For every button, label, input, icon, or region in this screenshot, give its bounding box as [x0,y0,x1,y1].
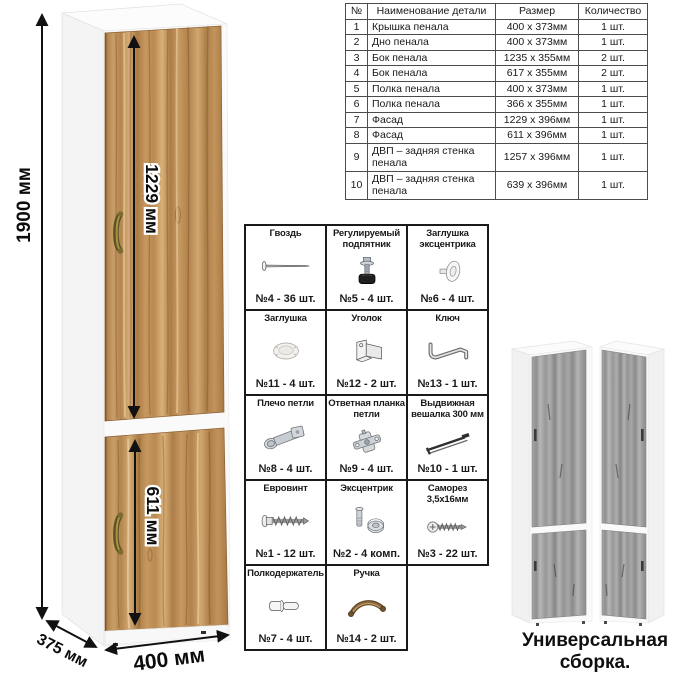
parts-table-header-cell: Количество [579,4,648,20]
hardware-row [246,311,489,396]
parts-table-header-cell: № [346,4,368,20]
width-dimension-label: 400 мм [131,643,207,676]
hardware-item-count: №12 - 2 шт. [336,378,397,390]
table-row [346,97,648,113]
hardware-item-title: Эксцентрик [340,483,393,494]
table-row [346,112,648,128]
table-row [346,66,648,82]
hardware-row [246,226,489,311]
parts-cell: 6 [346,97,368,113]
parts-cell: 2 шт. [579,50,648,66]
cam-lock-icon [328,495,405,549]
hardware-item-title: Ручка [353,568,380,579]
shelf-pin-icon [247,580,324,634]
parts-cell: 366 x 355мм [496,97,579,113]
handle-icon [328,580,405,634]
hardware-item-count: №6 - 4 шт. [420,293,475,305]
parts-cell: 2 [346,35,368,51]
parts-table-header-row [346,4,648,20]
universal-assembly-caption: Универсальная сборка. [521,630,669,673]
hinge-arm-icon [247,410,324,464]
table-row [346,81,648,97]
hex-key-icon [409,325,486,379]
parts-cell: Бок пенала [368,50,496,66]
hardware-row [246,481,489,566]
hardware-item-title: Ответная планка петли [328,398,405,420]
hardware-grid [246,226,489,651]
hardware-cell [244,564,327,651]
hardware-cell [406,479,489,566]
hardware-item-title: Ключ [435,313,460,324]
hardware-item-title: Плечо петли [257,398,314,409]
parts-cell: 1 [346,19,368,35]
parts-cell: 1 шт. [579,143,648,171]
table-row [346,50,648,66]
hardware-item-count: №14 - 2 шт. [336,633,397,645]
parts-cell: Бок пенала [368,66,496,82]
hardware-cell [325,309,408,396]
hardware-item-title: Евровинт [263,483,308,494]
hardware-cell [406,309,489,396]
assembled-cabinet-left [512,341,592,626]
parts-cell: 1257 x 396мм [496,143,579,171]
hardware-row [246,396,489,481]
mini-door-handle [534,429,537,441]
cabinet-foot [201,631,206,634]
table-row [346,35,648,51]
parts-cell: 1235 x 355мм [496,50,579,66]
hardware-item-count: №7 - 4 шт. [258,633,313,645]
parts-cell: 10 [346,171,368,199]
hardware-item-title: Уголок [351,313,382,324]
parts-cell: Фасад [368,112,496,128]
hardware-item-title: Заглушка эксцентрика [419,228,476,250]
parts-cell: 1 шт. [579,112,648,128]
table-row [346,19,648,35]
parts-cell: Фасад [368,128,496,144]
confirmat-screw-icon [247,495,324,549]
hardware-item-count: №9 - 4 шт. [339,463,394,475]
cam-cover-icon [409,250,486,293]
parts-cell: ДВП – задняя стенка пенала [368,171,496,199]
parts-cell: 7 [346,112,368,128]
nail-icon [247,240,324,294]
cabinet-left-side [62,13,104,646]
self-tapping-screw-icon [409,505,486,548]
table-row [346,128,648,144]
parts-cell: 639 x 396мм [496,171,579,199]
hardware-cell [244,479,327,566]
parts-cell: 611 x 396мм [496,128,579,144]
hardware-item-count: №1 - 12 шт. [255,548,316,560]
table-row [346,143,648,171]
parts-cell: 8 [346,128,368,144]
hardware-item-title: Полкодержатель [247,568,324,579]
parts-table-body [346,19,648,199]
parts-cell: 400 x 373мм [496,19,579,35]
corner-bracket-icon [328,325,405,379]
hardware-cell [325,479,408,566]
hardware-cell [244,224,327,311]
hardware-item-title: Заглушка [264,313,307,324]
parts-cell: 400 x 373мм [496,35,579,51]
cabinet-foot [113,643,118,646]
table-row [346,171,648,199]
parts-cell: 1 шт. [579,97,648,113]
hardware-item-title: Регулируемый подпятник [333,228,400,250]
hardware-item-count: №13 - 1 шт. [417,378,478,390]
parts-cell: 1229 x 396мм [496,112,579,128]
parts-cell: 1 шт. [579,81,648,97]
parts-cell: 9 [346,143,368,171]
main-cabinet-illustration [0,0,250,683]
hardware-row [246,566,489,651]
parts-cell: Полка пенала [368,81,496,97]
hardware-cell [406,224,489,311]
parts-cell: 2 шт. [579,66,648,82]
parts-cell: 3 [346,50,368,66]
lower-door-dimension-label: 611 мм [143,486,163,546]
hardware-item-title: Гвоздь [269,228,302,239]
hinge-plate-icon [328,420,405,463]
parts-cell: 1 шт. [579,19,648,35]
adjustable-foot-icon [328,250,405,293]
parts-cell: 1 шт. [579,128,648,144]
depth-dimension-label: 375 мм [33,630,91,672]
hardware-cell [244,309,327,396]
mini-door-handle [534,561,537,571]
parts-cell: ДВП – задняя стенка пенала [368,143,496,171]
hardware-item-count: №4 - 36 шт. [255,293,316,305]
parts-cell: Крышка пенала [368,19,496,35]
hardware-cell [406,394,489,481]
hardware-item-count: №2 - 4 комп. [332,548,401,560]
universal-assembly-illustration [496,334,692,634]
height-dimension-arrow [14,15,42,618]
mini-door-handle [641,561,644,571]
parts-table-head [346,4,648,20]
upper-door-dimension-label: 1229 мм [142,164,162,234]
hardware-item-count: №10 - 1 шт. [417,463,478,475]
parts-cell: Полка пенала [368,97,496,113]
hardware-cell [325,564,408,651]
hardware-cell [325,394,408,481]
hardware-item-count: №11 - 4 шт. [255,378,316,390]
hardware-item-title: Саморез 3,5х16мм [426,483,469,505]
hardware-item-count: №3 - 22 шт. [417,548,478,560]
parts-cell: 5 [346,81,368,97]
height-dimension-label: 1900 мм [14,167,35,243]
parts-cell: 1 шт. [579,171,648,199]
parts-table-header-cell: Размер [496,4,579,20]
hardware-item-count: №5 - 4 шт. [339,293,394,305]
upper-door [105,26,224,421]
hardware-item-title: Выдвижная вешалка 300 мм [411,398,484,420]
hardware-cell [244,394,327,481]
parts-table [345,3,648,200]
pullout-hanger-icon [409,420,486,463]
parts-cell: 400 x 373мм [496,81,579,97]
parts-cell: 617 x 355мм [496,66,579,82]
mini-door-handle [641,429,644,441]
parts-cell: 4 [346,66,368,82]
assembled-cabinet-right [600,341,664,626]
cap-icon [247,325,324,379]
parts-table-header-cell: Наименование детали [368,4,496,20]
hardware-cell [325,224,408,311]
hardware-item-count: №8 - 4 шт. [258,463,313,475]
parts-cell: 1 шт. [579,35,648,51]
parts-cell: Дно пенала [368,35,496,51]
